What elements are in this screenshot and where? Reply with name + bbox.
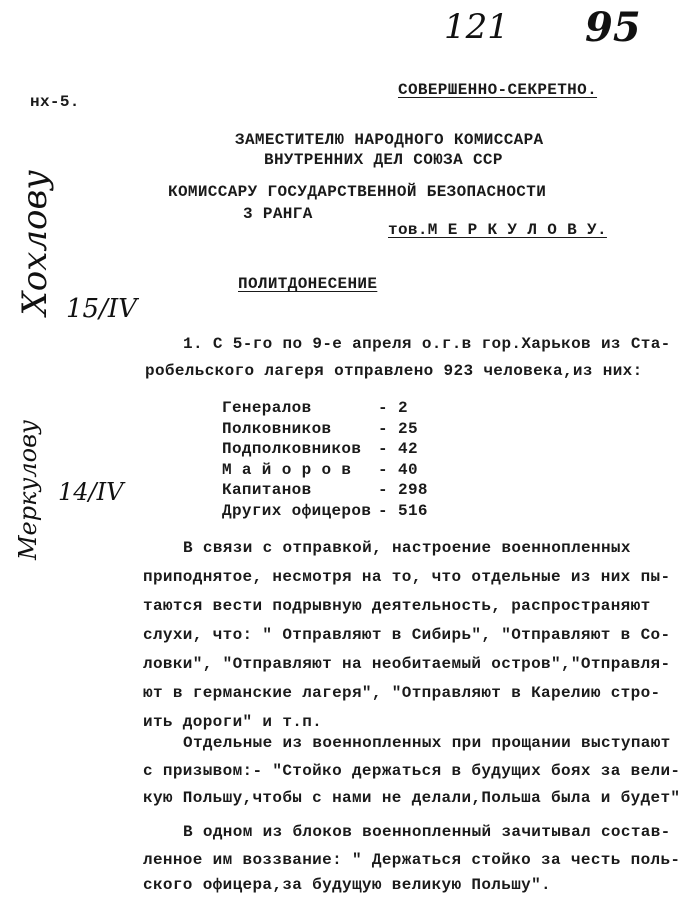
paragraph2-line: ить дороги" и т.п. [143, 713, 323, 731]
rank-count: 516 [398, 501, 428, 520]
dash: - [378, 481, 388, 499]
dash: - [378, 460, 388, 479]
paragraph2-line: ловки", "Отправляют на необитаемый остров","Отправля- [143, 655, 671, 673]
rank-label: Капитанов [222, 481, 312, 499]
table-row [222, 501, 522, 521]
addressee-line-2: ВНУТРЕННИХ ДЕЛ СОЮЗА ССР [264, 151, 503, 169]
rank-count: 2 [398, 399, 408, 417]
table-row [222, 480, 522, 500]
paragraph3-line: ского офицера,за будущую великую Польшу". [143, 876, 552, 894]
addressee-line-3: КОМИССАРУ ГОСУДАРСТВЕННОЙ БЕЗОПАСНОСТИ [168, 183, 547, 201]
table-row [222, 419, 522, 439]
archive-sheet-number: 121 [444, 7, 509, 47]
paragraph2-line: таются вести подрывную деятельность, распространяют [143, 597, 651, 615]
paragraph2-line: приподнятое, несмотря на то, что отдельные из них пы- [143, 568, 671, 586]
classification-stamp: СОВЕРШЕННО-СЕКРЕТНО. [398, 81, 598, 99]
paragraph3-line: ленное им воззвание: " Держаться стойко за честь поль- [143, 851, 680, 869]
paragraph3-line: В одном из блоков военнопленный зачитывал состав- [183, 823, 671, 841]
rank-label: Других офицеров [222, 501, 372, 520]
handwritten-note: Меркулову [14, 420, 42, 561]
paragraph3-line: Отдельные из военнопленных при прощании выступают [183, 734, 671, 752]
table-row [222, 460, 522, 480]
rank-label: Подполковников [222, 440, 362, 458]
document-title: ПОЛИТДОНЕСЕНИЕ [238, 275, 378, 293]
handwritten-note-date: 14/IV [58, 478, 124, 506]
rank-label: М а й о р о в [222, 460, 352, 479]
rank-count: 25 [398, 419, 418, 438]
dash: - [378, 501, 388, 520]
table-row [222, 439, 522, 459]
paragraph2-line: слухи, что: " Отправляют в Сибирь", "Отправляют в Со- [143, 626, 671, 644]
rank-count: 42 [398, 440, 418, 458]
table-row [222, 398, 522, 418]
archive-page-number: 95 [585, 4, 641, 51]
addressee-line-1: ЗАМЕСТИТЕЛЮ НАРОДНОГО КОМИССАРА [235, 131, 544, 149]
addressee-line-4: 3 РАНГА [243, 205, 313, 223]
rank-label: Полковников [222, 419, 332, 438]
rank-count: 40 [398, 460, 418, 479]
paragraph3-line: с призывом:- "Стойко держаться в будущих боях за вели- [143, 762, 680, 780]
paragraph3-line: кую Польшу,чтобы с нами не делали,Польша была и будет" [143, 789, 680, 807]
paragraph2-line: В связи с отправкой, настроение военнопленных [183, 539, 631, 557]
paragraph1-line: 1. С 5-го по 9-е апреля о.г.в гор.Харьков из Ста- [183, 335, 671, 353]
paragraph1-line: робельского лагеря отправлено 923 человека,из них: [145, 362, 643, 380]
rank-label: Генералов [222, 399, 312, 417]
dash: - [378, 399, 388, 417]
reference-number: нх-5. [30, 93, 80, 111]
rank-count: 298 [398, 481, 428, 499]
dash: - [378, 419, 388, 438]
handwritten-resolution: Хохлову [15, 170, 55, 316]
handwritten-resolution-date: 15/IV [66, 294, 137, 324]
paragraph2-line: ют в германские лагеря", "Отправляют в Карелию стро- [143, 684, 661, 702]
dash: - [378, 440, 388, 458]
addressee-name: тов.М Е Р К У Л О В У. [388, 221, 607, 239]
